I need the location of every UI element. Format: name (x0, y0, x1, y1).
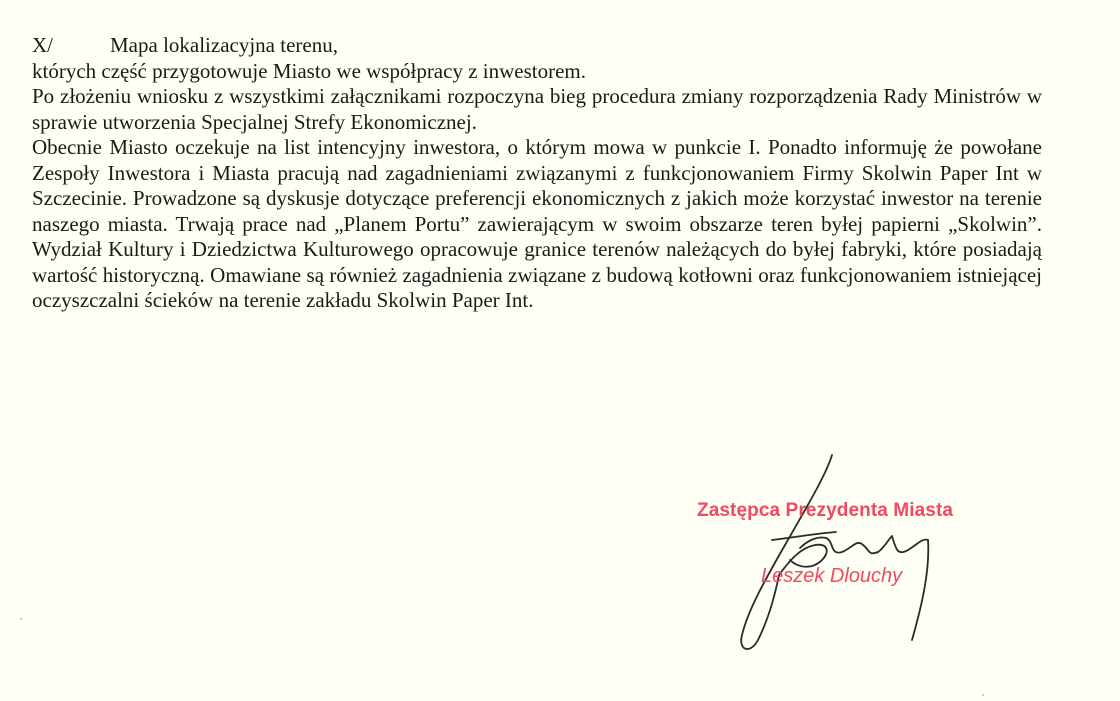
scan-speck (982, 694, 984, 696)
document-body (32, 33, 1042, 314)
item-title: Mapa lokalizacyjna terenu, (110, 33, 338, 57)
stamp-title: Zastępca Prezydenta Miasta (697, 500, 954, 521)
paragraph-status: Obecnie Miasto oczekuje na list intencyjny inwestora, o którym mowa w punkcie I. Ponadto informuję że powołane Zespoły Inwestora i Miasta pracują nad zagadnieniami związanymi z funkcjonowaniem Firmy Skolwin Paper Int w Szczecinie. Prowadzone są dyskusje dotyczące preferencji ekonomicznych z jakich może korzystać inwestor na terenie naszego miasta. Trwają prace nad „Planem Portu” zawierającym w swoim obszarze teren byłej papierni „Skolwin”. Wydział Kultury i Dziedzictwa Kulturowego opracowuje granice terenów należących do byłej fabryki, które posiadają wartość historyczną. Omawiane są również zagadnienia związane z budową kotłowni oraz funkcjonowaniem istniejącej oczyszczalni ścieków na terenie zakładu Skolwin Paper Int. (32, 135, 1042, 312)
paragraph-procedure: Po złożeniu wniosku z wszystkimi załącznikami rozpoczyna bieg procedura zmiany rozporządzenia Rady Ministrów w sprawie utworzenia Specjalnej Strefy Ekonomicznej. (32, 84, 1042, 134)
scan-speck (20, 618, 22, 620)
item-description-line: których część przygotowuje Miasto we współpracy z inwestorem. (32, 58, 586, 83)
stamp-name: Leszek Dlouchy (761, 565, 903, 587)
item-heading (32, 33, 1042, 59)
item-number: X/ (32, 33, 53, 57)
